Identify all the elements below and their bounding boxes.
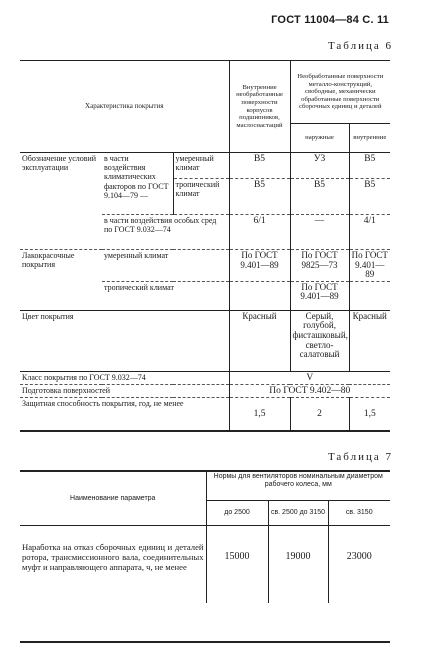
protect-internal: 1,5: [229, 397, 290, 431]
table-6-caption: Таблица 6: [327, 40, 393, 52]
r2-internal: В5: [229, 179, 290, 215]
mtbf-label: Наработка на отказ сборочных единиц и деталей ротора, трансмиссионного вала, соединительных муфт и направляющего аппарата, ч, не менее: [22, 542, 204, 572]
inner-header: внутренние: [349, 124, 390, 153]
table-6: [20, 60, 390, 432]
prep-value: По ГОСТ 9.402—80: [229, 384, 390, 397]
internal-surfaces-header: Внутренние необработанные поверхности корпусов подшипников, маслоснастаций: [229, 61, 290, 153]
paint-r2-outer: По ГОСТ 9.401—89: [290, 281, 349, 310]
col-2500-3150: св. 2500 до 3150: [268, 501, 328, 526]
protect-label: Защитная способность покрытия, год, не менее: [20, 397, 229, 431]
tropical-climate: тропический климат: [173, 179, 229, 215]
r2-inner: В5: [349, 179, 390, 215]
col-over-3150: св. 3150: [328, 501, 390, 526]
r3-internal: 6/1: [229, 215, 290, 250]
norms-header: Нормы для вентиляторов номинальным диаметром рабочего колеса, мм: [206, 471, 390, 501]
col-up-to-2500: до 2500: [206, 501, 268, 526]
bottom-rule: [20, 641, 390, 643]
moderate-climate: умеренный климат: [173, 153, 229, 179]
paint-r1-internal: По ГОСТ 9.401—89: [229, 250, 290, 282]
r3-outer: —: [290, 215, 349, 250]
outer-header: наружные: [290, 124, 349, 153]
color-outer: Серый, голубой, фисташковый, светло-салатовый: [290, 310, 349, 371]
r1-internal: В5: [229, 153, 290, 179]
prep-label: Подготовка поверхностей: [20, 384, 229, 397]
r1-inner: В5: [349, 153, 390, 179]
table-7-caption: Таблица 7: [327, 451, 393, 463]
param-header: Наименование параметра: [20, 471, 206, 526]
class-value: V: [229, 371, 390, 384]
r2-outer: В5: [290, 179, 349, 215]
r1-outer: У3: [290, 153, 349, 179]
page-header: ГОСТ 11004—84 С. 11: [271, 14, 389, 26]
conditions-label: Обозначение условий эксплуатации: [22, 154, 97, 173]
paint-label: Лакокрасочные покрытия: [20, 250, 102, 311]
mtbf-over-3150: 23000: [328, 526, 390, 604]
mtbf-2500-3150: 19000: [268, 526, 328, 604]
color-label: Цвет покрытия: [20, 310, 229, 371]
climate-factors-label: в части воздействия климатических факторов по ГОСТ 9.104—79 —: [104, 154, 169, 200]
metal-surfaces-header: Необработанные поверхности металло-конструкций, свободные, механически обработанные поверхности сборочных единиц и деталей: [290, 61, 390, 124]
class-label: Класс покрытия по ГОСТ 9.032—74: [20, 371, 229, 384]
protect-outer: 2: [290, 397, 349, 431]
table-7: [20, 470, 390, 603]
protect-inner: 1,5: [349, 397, 390, 431]
r3-inner: 4/1: [349, 215, 390, 250]
paint-tropical: тропический климат: [102, 281, 229, 310]
color-internal: Красный: [229, 310, 290, 371]
paint-moderate: умеренный климат: [102, 250, 229, 282]
characteristic-header: Характеристика покрытия: [20, 61, 229, 153]
paint-r1-outer: По ГОСТ 9825—73: [290, 250, 349, 282]
color-inner: Красный: [349, 310, 390, 371]
media-label: в части воздействия особых сред по ГОСТ 9.032—74: [102, 215, 229, 250]
mtbf-up-to-2500: 15000: [206, 526, 268, 604]
paint-r1-inner: По ГОСТ 9.401—89: [349, 250, 390, 282]
